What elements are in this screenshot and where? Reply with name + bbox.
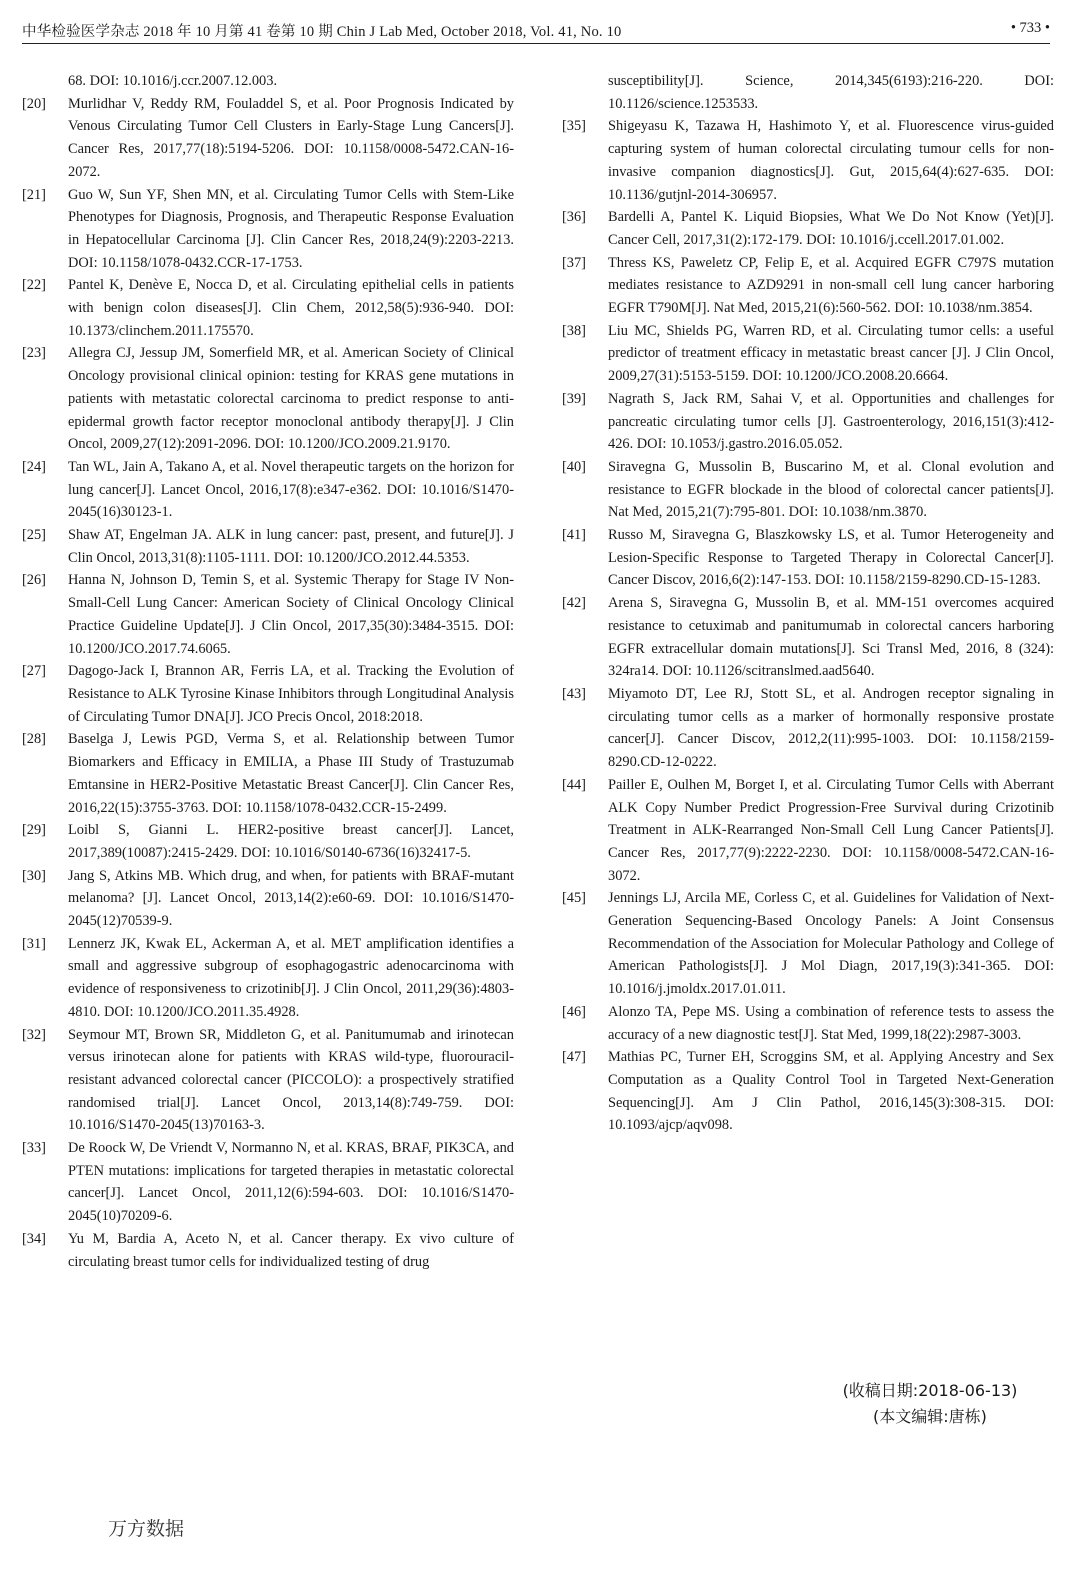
received-date: (收稿日期:2018-06-13) xyxy=(842,1381,1018,1400)
reference-entry xyxy=(562,592,1054,683)
reference-text: Jennings LJ, Arcila ME, Corless C, et al. Guidelines for Validation of Next-Generation Sequencing-Based Oncology Panels: A Joint Consensus Recommendation of the Association for Molecular Pathology and College of American Pathologists[J]. J Mol Diagn, 2017,19(3):341-365. DOI: 10.1016/j.jmoldx.2017.01.011. xyxy=(608,890,1054,998)
reference-entry xyxy=(562,115,1054,206)
reference-number: [37] xyxy=(562,254,586,271)
reference-text: Pantel K, Denève E, Nocca D, et al. Circulating epithelial cells in patients with benign colon diseases[J]. Clin Chem, 2012,58(5):936-940. DOI: 10.1373/clinchem.2011.175570. xyxy=(68,277,514,339)
reference-number: [46] xyxy=(562,1003,586,1020)
reference-entry xyxy=(22,728,514,819)
reference-text: Seymour MT, Brown SR, Middleton G, et al. Panitumumab and irinotecan versus irinotecan alone for patients with KRAS wild-type, fluorouracil-resistant advanced colorectal cancer (PICCOLO): a prospectively stratified randomised trial[J]. Lancet Oncol, 2013,14(8):749-759. DOI: 10.1016/S1470-2045(13)70163-3. xyxy=(68,1026,514,1134)
reference-text: Tan WL, Jain A, Takano A, et al. Novel therapeutic targets on the horizon for lung cancer[J]. Lancet Oncol, 2016,17(8):e347-e362. DOI: 10.1016/S1470-2045(16)30123-1. xyxy=(68,458,514,521)
reference-text: Bardelli A, Pantel K. Liquid Biopsies, What We Do Not Know (Yet)[J]. Cancer Cell, 2017,31(2):172-179. DOI: 10.1016/j.ccell.2017.01.002. xyxy=(608,209,1054,248)
reference-number: [47] xyxy=(562,1049,586,1066)
reference-number: [22] xyxy=(22,277,46,294)
reference-entry xyxy=(562,320,1054,388)
reference-number: [42] xyxy=(562,595,586,612)
reference-entry xyxy=(562,388,1054,456)
reference-text: Shaw AT, Engelman JA. ALK in lung cancer: past, present, and future[J]. J Clin Oncol, 2013,31(8):1105-1111. DOI: 10.1200/JCO.2012.44.5353. xyxy=(68,527,514,566)
reference-entry xyxy=(562,683,1054,774)
reference-text: Thress KS, Paweletz CP, Felip E, et al. Acquired EGFR C797S mutation mediates resistance to AZD9291 in non-small cell lung cancer harboring EGFR T790M[J]. Nat Med, 2015,21(6):560-562. DOI: 10.1038/nm.3854. xyxy=(608,254,1054,317)
reference-entry xyxy=(22,274,514,342)
reference-text: De Roock W, De Vriendt V, Normanno N, et al. KRAS, BRAF, PIK3CA, and PTEN mutations: implications for targeted therapies in metastatic colorectal cancer[J]. Lancet Oncol, 2011,12(6):594-603. DOI: 10.1016/S1470-2045(10)70209-6. xyxy=(68,1140,514,1225)
reference-number: [38] xyxy=(562,322,586,339)
reference-number: [21] xyxy=(22,186,46,203)
reference-entry xyxy=(562,1046,1054,1137)
reference-entry xyxy=(22,865,514,933)
reference-text: susceptibility[J]. Science, 2014,345(6193):216-220. DOI: 10.1126/science.1253533. xyxy=(608,73,1054,112)
reference-number: [26] xyxy=(22,572,46,589)
journal-citation-line: 中华检验医学杂志 2018 年 10 月第 41 卷第 10 期 Chin J Lab Med, October 2018, Vol. 41, No. 10 xyxy=(22,24,622,40)
reference-number: [23] xyxy=(22,345,46,362)
reference-entry xyxy=(22,569,514,660)
reference-number: [40] xyxy=(562,458,586,475)
reference-text: Murlidhar V, Reddy RM, Fouladdel S, et al. Poor Prognosis Indicated by Venous Circulating Tumor Cell Clusters in Early-Stage Lung Cancers[J]. Cancer Res, 2017,77(18):5194-5206. DOI: 10.1158/0008-5472.CAN-16-2072. xyxy=(68,95,514,180)
reference-number: [32] xyxy=(22,1026,46,1043)
reference-text: Loibl S, Gianni L. HER2-positive breast cancer[J]. Lancet, 2017,389(10087):2415-2429. DOI: 10.1016/S0140-6736(16)32417-5. xyxy=(68,822,514,861)
reference-entry xyxy=(22,342,514,456)
reference-number: [36] xyxy=(562,209,586,226)
reference-entry xyxy=(562,252,1054,320)
reference-text: Alonzo TA, Pepe MS. Using a combination of reference tests to assess the accuracy of a new diagnostic test[J]. Stat Med, 1999,18(22):2987-3003. xyxy=(608,1003,1054,1043)
reference-number: [25] xyxy=(22,527,46,544)
reference-text: Siravegna G, Mussolin B, Buscarino M, et al. Clonal evolution and resistance to EGFR blockade in the blood of colorectal cancer patients[J]. Nat Med, 2015,21(7):795-801. DOI: 10.1038/nm.3870. xyxy=(608,458,1054,521)
reference-number: [24] xyxy=(22,458,46,475)
reference-entry xyxy=(562,524,1054,592)
reference-entry xyxy=(22,93,514,184)
reference-number: [31] xyxy=(22,935,46,952)
reference-text: Hanna N, Johnson D, Temin S, et al. Systemic Therapy for Stage IV Non-Small-Cell Lung Cancer: American Society of Clinical Oncology Clinical Practice Guideline Update[J]. J Clin Oncol, 2017,35(30):3484-3515. DOI: 10.1200/JCO.2017.74.6065. xyxy=(68,572,514,657)
reference-text: Shigeyasu K, Tazawa H, Hashimoto Y, et al. Fluorescence virus-guided capturing system of human colorectal circulating tumour cells for non-invasive companion diagnostics[J]. Gut, 2015,64(4):627-635. DOI: 10.1136/gutjnl-2014-306957. xyxy=(608,118,1054,203)
reference-entry xyxy=(22,70,514,93)
reference-text: Mathias PC, Turner EH, Scroggins SM, et al. Applying Ancestry and Sex Computation as a Quality Control Tool in Targeted Next-Generation Sequencing[J]. Am J Clin Pathol, 2016,145(3):308-315. DOI: 10.1093/ajcp/aqv098. xyxy=(608,1049,1054,1134)
reference-text: Miyamoto DT, Lee RJ, Stott SL, et al. Androgen receptor signaling in circulating tumor cells as a marker of hormonally responsive prostate cancer[J]. Cancer Discov, 2012,2(11):995-1003. DOI: 10.1158/2159-8290.CD-12-0222. xyxy=(608,685,1054,771)
reference-number: [44] xyxy=(562,776,586,793)
reference-entry xyxy=(22,184,514,275)
reference-number: [28] xyxy=(22,731,46,748)
article-notes xyxy=(820,1378,1040,1430)
editor-note: (本文编辑:唐栋) xyxy=(873,1407,987,1426)
reference-text: Baselga J, Lewis PGD, Verma S, et al. Relationship between Tumor Biomarkers and Efficacy in EMILIA, a Phase III Study of Trastuzumab Emtansine in HER2-Positive Metastatic Breast Cancer[J]. Clin Cancer Res, 2016,22(15):3755-3763. DOI: 10.1158/1078-0432.CCR-15-2499. xyxy=(68,731,514,816)
reference-number: [30] xyxy=(22,867,46,884)
reference-text: Allegra CJ, Jessup JM, Somerfield MR, et al. American Society of Clinical Oncology provisional clinical opinion: testing for KRAS gene mutations in patients with metastatic colorectal carcinoma to predict response to anti-epidermal growth factor receptor monoclonal antibody therapy[J]. J Clin Oncol, 2009,27(12):2091-2096. DOI: 10.1200/JCO.2009.21.9170. xyxy=(68,345,514,453)
reference-entry xyxy=(22,524,514,569)
reference-text: Yu M, Bardia A, Aceto N, et al. Cancer therapy. Ex vivo culture of circulating breast tumor cells for individualized testing of drug xyxy=(68,1230,514,1270)
reference-number: [39] xyxy=(562,390,586,407)
reference-entry xyxy=(562,206,1054,251)
reference-text: Russo M, Siravegna G, Blaszkowsky LS, et al. Tumor Heterogeneity and Lesion-Specific Response to Targeted Therapy in Colorectal Cancer[J]. Cancer Discov, 2016,6(2):147-153. DOI: 10.1158/2159-8290.CD-15-1283. xyxy=(608,527,1054,589)
reference-text: Pailler E, Oulhen M, Borget I, et al. Circulating Tumor Cells with Aberrant ALK Copy Number Predict Progression-Free Survival during Crizotinib Treatment in ALK-Rearranged Non-Small Cell Lung Cancer Patients[J]. Cancer Res, 2017,77(9):2222-2230. DOI: 10.1158/0008-5472.CAN-16-3072. xyxy=(608,776,1054,884)
reference-text: Arena S, Siravegna G, Mussolin B, et al. MM-151 overcomes acquired resistance to cetuximab and panitumumab in colorectal cancers harboring EGFR extracellular domain mutations[J]. Sci Transl Med, 2016, 8 (324): 324ra14. DOI: 10.1126/scitranslmed.aad5640. xyxy=(608,595,1054,680)
reference-entry xyxy=(562,456,1054,524)
reference-entry xyxy=(562,1001,1054,1046)
watermark-text: 万方数据 xyxy=(108,1518,185,1540)
page-number: • 733 • xyxy=(1010,20,1050,36)
running-header xyxy=(22,16,1050,44)
reference-number: [43] xyxy=(562,685,586,702)
reference-number: [34] xyxy=(22,1230,46,1247)
reference-number: [20] xyxy=(22,95,46,112)
reference-entry xyxy=(22,456,514,524)
reference-entry xyxy=(22,1137,514,1228)
reference-text: Jang S, Atkins MB. Which drug, and when, for patients with BRAF-mutant melanoma? [J]. Lancet Oncol, 2013,14(2):e60-69. DOI: 10.1016/S1470-2045(12)70539-9. xyxy=(68,867,514,930)
reference-text: Guo W, Sun YF, Shen MN, et al. Circulating Tumor Cells with Stem-Like Phenotypes for Diagnosis, Prognosis, and Therapeutic Response Evaluation in Hepatocellular Carcinoma [J]. Clin Cancer Res, 2018,24(9):2203-2213. DOI: 10.1158/1078-0432.CCR-17-1753. xyxy=(68,186,514,271)
reference-text: 68. DOI: 10.1016/j.ccr.2007.12.003. xyxy=(68,73,278,89)
reference-column-right xyxy=(562,70,1054,1137)
reference-entry xyxy=(22,819,514,864)
reference-text: Dagogo-Jack I, Brannon AR, Ferris LA, et al. Tracking the Evolution of Resistance to ALK Tyrosine Kinase Inhibitors through Longitudinal Analysis of Circulating Tumor DNA[J]. JCO Precis Oncol, 2018:2018. xyxy=(68,663,514,725)
reference-text: Nagrath S, Jack RM, Sahai V, et al. Opportunities and challenges for pancreatic circulating tumor cells [J]. Gastroenterology, 2016,151(3):412-426. DOI: 10.1053/j.gastro.2016.05.052. xyxy=(608,390,1054,453)
reference-entry xyxy=(562,70,1054,115)
reference-entry xyxy=(22,1228,514,1273)
reference-number: [35] xyxy=(562,118,586,135)
reference-entry xyxy=(22,660,514,728)
reference-entry xyxy=(22,1024,514,1138)
reference-number: [29] xyxy=(22,822,46,839)
reference-number: [41] xyxy=(562,527,586,544)
reference-column-left xyxy=(22,70,514,1273)
reference-entry xyxy=(562,774,1054,888)
reference-text: Liu MC, Shields PG, Warren RD, et al. Circulating tumor cells: a useful predictor of treatment efficacy in metastatic breast cancer [J]. J Clin Oncol, 2009,27(31):5153-5159. DOI: 10.1200/JCO.2008.20.6664. xyxy=(608,322,1054,385)
reference-entry xyxy=(22,933,514,1024)
reference-number: [27] xyxy=(22,663,46,680)
reference-number: [45] xyxy=(562,890,586,907)
reference-text: Lennerz JK, Kwak EL, Ackerman A, et al. MET amplification identifies a small and aggressive subgroup of esophagogastric adenocarcinoma with evidence of responsiveness to crizotinib[J]. J Clin Oncol, 2011,29(36):4803-4810. DOI: 10.1200/JCO.2011.35.4928. xyxy=(68,935,514,1020)
reference-entry xyxy=(562,887,1054,1001)
reference-number: [33] xyxy=(22,1140,46,1157)
